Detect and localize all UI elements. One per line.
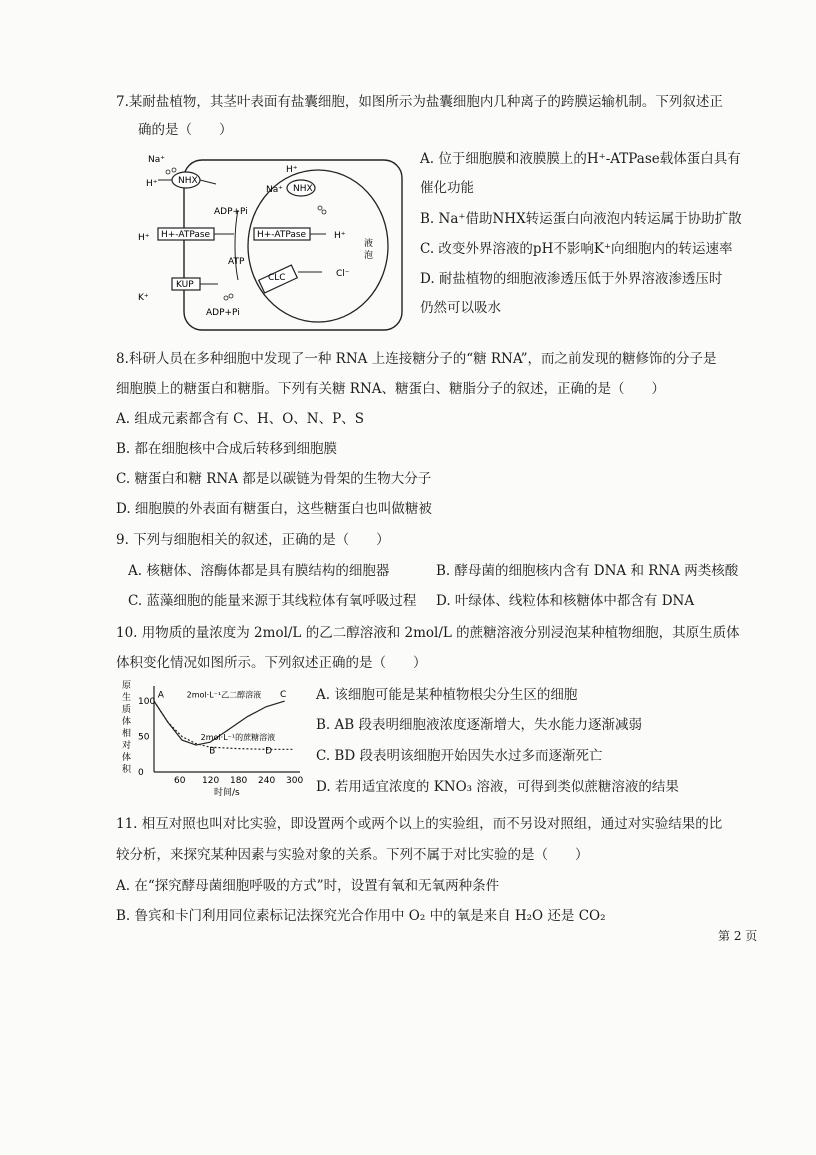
q9-option-b: B. 酵母菌的细胞核内含有 DNA 和 RNA 两类核酸 [436,563,739,579]
label-vacuole-2: 泡 [364,251,374,261]
q10-chart [120,680,310,800]
q8-option-d: D. 细胞膜的外表面有糖蛋白，这些糖蛋白也叫做糖被 [116,501,432,517]
series-label-0: 2mol·L⁻¹乙二醇溶液 [186,690,262,700]
chart-ylabel-5: 相 [122,729,132,739]
x-tick-label: 60 [174,776,186,786]
point-label-d: D [265,746,273,757]
q7-stem-line1: 7.某耐盐植物，其茎叶表面有盐囊细胞，如图所示为盐囊细胞内几种离子的跨膜运输机制。下列叙述正 [116,94,723,110]
q7-stem-line2: 确的是（ ） [138,122,233,138]
label-kup: KUP [176,280,194,290]
label-h-atpase-vacuole: H+-ATPase [257,230,307,240]
q10-stem-line2: 体积变化情况如图所示。下列叙述正确的是（ ） [116,655,427,671]
q10-option-a: A. 该细胞可能是某种植物根尖分生区的细胞 [316,687,578,703]
label-k: K⁺ [138,293,149,303]
label-h-atpase-right: H⁺ [334,231,346,241]
chart-ylabel-3: 质 [122,705,132,715]
x-axis-label: 时间/s [214,788,240,798]
label-nhx-vacuole: NHX [293,184,313,194]
q11-option-a: A. 在“探究酵母菌细胞呼吸的方式”时，设置有氧和无氧两种条件 [116,878,500,894]
label-na-outer: Na⁺ [148,155,165,165]
page-number: 第 2 页 [718,929,758,943]
q11-stem-line2: 较分析，来探究某种因素与实验对象的关系。下列不属于对比实验的是（ ） [116,847,589,863]
q7-option-b: B. Na⁺借助NHX转运蛋白向液泡内转运属于协助扩散 [420,211,742,227]
q7-option-a-line1: A. 位于细胞膜和液膜膜上的H⁺-ATPase载体蛋白具有 [420,151,741,167]
point-label-a: A [157,690,164,701]
label-h-atpase-left: H⁺ [138,233,150,243]
chart-ylabel-8: 积 [122,765,132,775]
label-atp: ATP [228,257,245,267]
q7-cell-diagram [138,150,406,332]
chart-ylabel-2: 生 [122,693,132,703]
y-tick-label: 0 [138,768,144,778]
y-tick-label: 50 [138,732,150,743]
x-tick-label: 300 [286,776,304,786]
label-cl: Cl⁻ [336,269,350,279]
q8-option-b: B. 都在细胞核中合成后转移到细胞膜 [116,441,338,457]
chart-labels [158,690,287,757]
q10-option-d: D. 若用适宜浓度的 KNO₃ 溶液，可得到类似蔗糖溶液的结果 [316,779,679,795]
label-h-atpase-membrane: H+-ATPase [161,230,211,240]
chart-ylabel-1: 原 [122,681,132,691]
q9-option-a: A. 核糖体、溶酶体都是具有膜结构的细胞器 [128,563,390,579]
q10-option-c: C. BD 段表明该细胞开始因失水过多而逐渐死亡 [316,748,603,764]
q8-stem-line1: 8.科研人员在多种细胞中发现了一种 RNA 上连接糖分子的“糖 RNA”，而之前发现的糖修饰的分子是 [116,351,717,367]
label-na-vacuole: Na⁺ [266,185,283,195]
x-tick-label: 180 [230,776,248,786]
arrow-nhx-out [200,180,216,184]
label-clc: CLC [268,273,286,283]
q10-stem-line1: 10. 用物质的量浓度为 2mol/L 的乙二醇溶液和 2mol/L 的蔗糖溶液分别浸泡某种植物细胞，其原生质体 [116,625,740,641]
chart-ylabel-4: 体 [122,717,132,727]
q7-option-c: C. 改变外界溶液的pH不影响K⁺向细胞内的转运速率 [420,241,733,257]
label-nhx-outer: NHX [178,176,198,186]
q7-option-a-line2: 催化功能 [420,180,474,196]
x-tick-label: 120 [202,776,220,786]
q8-option-a: A. 组成元素都含有 C、H、O、N、P、S [116,411,364,427]
label-h-vacuole: H⁺ [286,165,298,175]
arrow-atp-curve [235,210,238,280]
label-adp-pi-bottom: ADP+Pi [206,308,240,318]
label-vacuole-1: 液 [364,239,374,249]
x-tick-label: 240 [258,776,276,786]
chart-ylabel-7: 体 [122,753,132,763]
q9-option-c: C. 蓝藻细胞的能量来源于其线粒体有氧呼吸过程 [128,593,417,609]
q9-stem: 9. 下列与细胞相关的叙述，正确的是（ ） [116,532,390,548]
q8-option-c: C. 糖蛋白和糖 RNA 都是以碳链为骨架的生物大分子 [116,471,432,487]
chart-ylabel-6: 对 [122,741,132,751]
q8-stem-line2: 细胞膜上的糖蛋白和糖脂。下列有关糖 RNA、糖蛋白、糖脂分子的叙述，正确的是（ ） [116,381,666,397]
y-tick-label: 100 [138,697,156,708]
point-label-c: C [280,689,287,700]
series-label-1: 2mol·L⁻¹的蔗糖溶液 [200,733,276,743]
label-adp-pi-top: ADP+Pi [214,207,248,217]
q11-stem-line1: 11. 相互对照也叫对比实验，即设置两个或两个以上的实验组，而不另设对照组，通过对实验结果的比 [116,816,723,832]
q10-option-b: B. AB 段表明细胞液浓度逐渐增大，失水能力逐渐减弱 [316,717,642,733]
label-h-outer: H⁺ [146,179,158,189]
q7-option-d-line2: 仍然可以吸水 [420,300,501,316]
q11-option-b: B. 鲁宾和卡门利用同位素标记法探究光合作用中 O₂ 中的氧是来自 H₂O 还是 CO₂ [116,908,606,924]
point-label-b: B [209,746,216,757]
q9-option-d: D. 叶绿体、线粒体和核糖体中都含有 DNA [436,593,695,609]
q7-option-d-line1: D. 耐盐植物的细胞液渗透压低于外界溶液渗透压时 [420,271,723,287]
